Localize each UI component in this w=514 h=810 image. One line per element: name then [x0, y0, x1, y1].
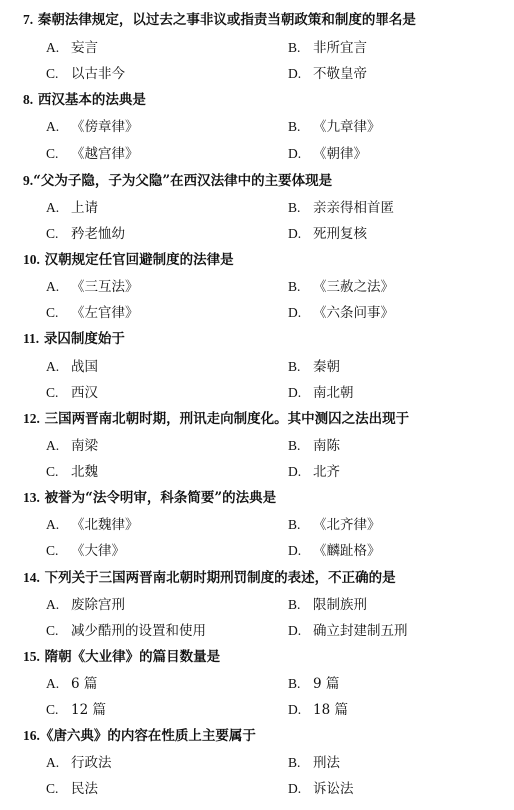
option-letter: A. — [46, 279, 60, 294]
option-letter: B. — [288, 200, 301, 215]
question-stem-14 — [23, 569, 503, 587]
question-text: “父为子隐，子为父隐”在西汉法律中的主要体现是 — [33, 173, 333, 189]
option-letter: C. — [46, 226, 59, 241]
option-letter: B. — [288, 597, 301, 612]
option-10d — [288, 304, 394, 322]
option-letter: D. — [288, 66, 302, 81]
option-letter: D. — [288, 385, 302, 400]
option-15b — [288, 675, 339, 693]
option-9c — [46, 225, 125, 243]
option-10b — [288, 278, 394, 296]
question-text: 隋朝《大业律》的篇目数量是 — [44, 649, 221, 665]
option-letter: B. — [288, 40, 301, 55]
option-text: 《北齐律》 — [313, 517, 381, 533]
question-stem-7 — [23, 11, 503, 29]
option-14b — [288, 596, 367, 614]
option-letter: A. — [46, 119, 60, 134]
option-text: 《朝律》 — [313, 146, 367, 162]
question-text: 被誉为“法令明审，科条简要”的法典是 — [44, 490, 277, 506]
option-text: 北齐 — [313, 464, 340, 480]
option-10a — [46, 278, 139, 296]
question-text: 录囚制度始于 — [43, 331, 125, 347]
option-letter: A. — [46, 676, 60, 691]
option-16d — [288, 780, 354, 798]
option-text: 南北朝 — [313, 385, 354, 401]
question-number: 10. — [23, 252, 40, 267]
option-letter: D. — [288, 543, 302, 558]
option-9b — [288, 199, 394, 217]
question-stem-11 — [23, 330, 503, 348]
question-stem-10 — [23, 251, 503, 269]
question-number: 15. — [23, 649, 40, 664]
question-stem-16 — [23, 727, 503, 745]
option-letter: A. — [46, 755, 60, 770]
option-13c — [46, 542, 125, 560]
option-9a — [46, 199, 98, 217]
option-text: 《越宫律》 — [71, 146, 139, 162]
option-letter: D. — [288, 623, 302, 638]
option-11c — [46, 384, 98, 402]
option-letter: A. — [46, 597, 60, 612]
option-text: 18 篇 — [313, 702, 348, 718]
option-text: 《麟趾格》 — [313, 543, 381, 559]
question-number: 9. — [23, 173, 34, 188]
option-7d — [288, 65, 367, 83]
option-7a — [46, 39, 98, 57]
question-number: 12. — [23, 411, 40, 426]
question-text: 三国两晋南北朝时期，刑讯走向制度化。其中测囚之法出现于 — [44, 411, 410, 427]
question-text: 西汉基本的法典是 — [37, 92, 146, 108]
option-text: 死刑复核 — [313, 226, 367, 242]
option-13d — [288, 542, 381, 560]
option-9d — [288, 225, 367, 243]
option-text: 刑法 — [313, 755, 340, 771]
option-8b — [288, 118, 381, 136]
option-text: 废除宫刑 — [71, 597, 125, 613]
option-7b — [288, 39, 367, 57]
option-text: 诉讼法 — [313, 781, 354, 797]
option-7c — [46, 65, 125, 83]
option-12a — [46, 437, 98, 455]
option-16c — [46, 780, 98, 798]
option-13a — [46, 516, 139, 534]
option-15d — [288, 701, 348, 719]
question-number: 13. — [23, 490, 40, 505]
option-text: 12 篇 — [71, 702, 106, 718]
question-text: 《唐六典》的内容在性质上主要属于 — [39, 728, 256, 744]
question-number: 11. — [23, 331, 40, 346]
question-stem-13 — [23, 489, 503, 507]
option-text: 《三赦之法》 — [313, 279, 394, 295]
option-text: 亲亲得相首匿 — [313, 200, 394, 216]
option-11b — [288, 358, 340, 376]
option-letter: C. — [46, 623, 59, 638]
option-letter: C. — [46, 305, 59, 320]
question-text: 下列关于三国两晋南北朝时期刑罚制度的表述，不正确的是 — [44, 570, 396, 586]
option-letter: C. — [46, 146, 59, 161]
option-text: 《六条问事》 — [313, 305, 394, 321]
option-12d — [288, 463, 340, 481]
option-text: 《傍章律》 — [71, 119, 139, 135]
question-number: 8. — [23, 92, 34, 107]
option-text: 6 篇 — [71, 676, 98, 692]
option-letter: A. — [46, 359, 60, 374]
option-text: 以古非今 — [71, 66, 125, 82]
option-text: 矜老恤幼 — [71, 226, 125, 242]
option-8a — [46, 118, 139, 136]
option-text: 《北魏律》 — [71, 517, 139, 533]
option-8c — [46, 145, 139, 163]
option-text: 妄言 — [71, 40, 98, 56]
option-15a — [46, 675, 97, 693]
option-letter: A. — [46, 517, 60, 532]
question-number: 14. — [23, 570, 40, 585]
option-text: 北魏 — [71, 464, 98, 480]
option-text: 民法 — [71, 781, 98, 797]
question-stem-8 — [23, 91, 503, 109]
option-11a — [46, 358, 98, 376]
option-text: 南梁 — [71, 438, 98, 454]
option-letter: A. — [46, 438, 60, 453]
option-letter: C. — [46, 543, 59, 558]
option-text: 《三互法》 — [71, 279, 139, 295]
question-stem-9 — [23, 172, 503, 190]
option-text: 减少酷刑的设置和使用 — [71, 623, 206, 639]
option-14d — [288, 622, 408, 640]
option-16b — [288, 754, 340, 772]
option-letter: C. — [46, 385, 59, 400]
question-text: 秦朝法律规定，以过去之事非议或指责当朝政策和制度的罪名是 — [37, 12, 416, 28]
question-stem-12 — [23, 410, 503, 428]
option-text: 确立封建制五刑 — [313, 623, 408, 639]
option-letter: D. — [288, 226, 302, 241]
option-letter: C. — [46, 66, 59, 81]
option-letter: B. — [288, 755, 301, 770]
question-number: 16. — [23, 728, 40, 743]
option-text: 《九章律》 — [313, 119, 381, 135]
option-11d — [288, 384, 354, 402]
option-text: 限制族刑 — [313, 597, 367, 613]
option-letter: B. — [288, 359, 301, 374]
option-14c — [46, 622, 206, 640]
question-number: 7. — [23, 12, 34, 27]
option-letter: D. — [288, 781, 302, 796]
option-letter: D. — [288, 305, 302, 320]
option-16a — [46, 754, 112, 772]
option-15c — [46, 701, 106, 719]
option-letter: C. — [46, 702, 59, 717]
option-letter: B. — [288, 438, 301, 453]
option-8d — [288, 145, 367, 163]
option-13b — [288, 516, 381, 534]
option-letter: B. — [288, 517, 301, 532]
option-text: 《左官律》 — [71, 305, 139, 321]
option-text: 行政法 — [71, 755, 112, 771]
option-text: 不敬皇帝 — [313, 66, 367, 82]
option-10c — [46, 304, 139, 322]
option-letter: D. — [288, 146, 302, 161]
option-letter: B. — [288, 119, 301, 134]
option-text: 战国 — [71, 359, 98, 375]
option-12c — [46, 463, 98, 481]
question-text: 汉朝规定任官回避制度的法律是 — [44, 252, 234, 268]
option-letter: A. — [46, 40, 60, 55]
option-text: 《大律》 — [71, 543, 125, 559]
option-letter: D. — [288, 464, 302, 479]
option-12b — [288, 437, 340, 455]
option-letter: A. — [46, 200, 60, 215]
option-text: 西汉 — [71, 385, 98, 401]
option-letter: C. — [46, 781, 59, 796]
option-letter: C. — [46, 464, 59, 479]
option-text: 9 篇 — [313, 676, 340, 692]
option-14a — [46, 596, 125, 614]
option-letter: B. — [288, 279, 301, 294]
option-text: 秦朝 — [313, 359, 340, 375]
option-letter: D. — [288, 702, 302, 717]
option-text: 南陈 — [313, 438, 340, 454]
option-text: 非所宜言 — [313, 40, 367, 56]
option-letter: B. — [288, 676, 301, 691]
option-text: 上请 — [71, 200, 98, 216]
question-stem-15 — [23, 648, 503, 666]
